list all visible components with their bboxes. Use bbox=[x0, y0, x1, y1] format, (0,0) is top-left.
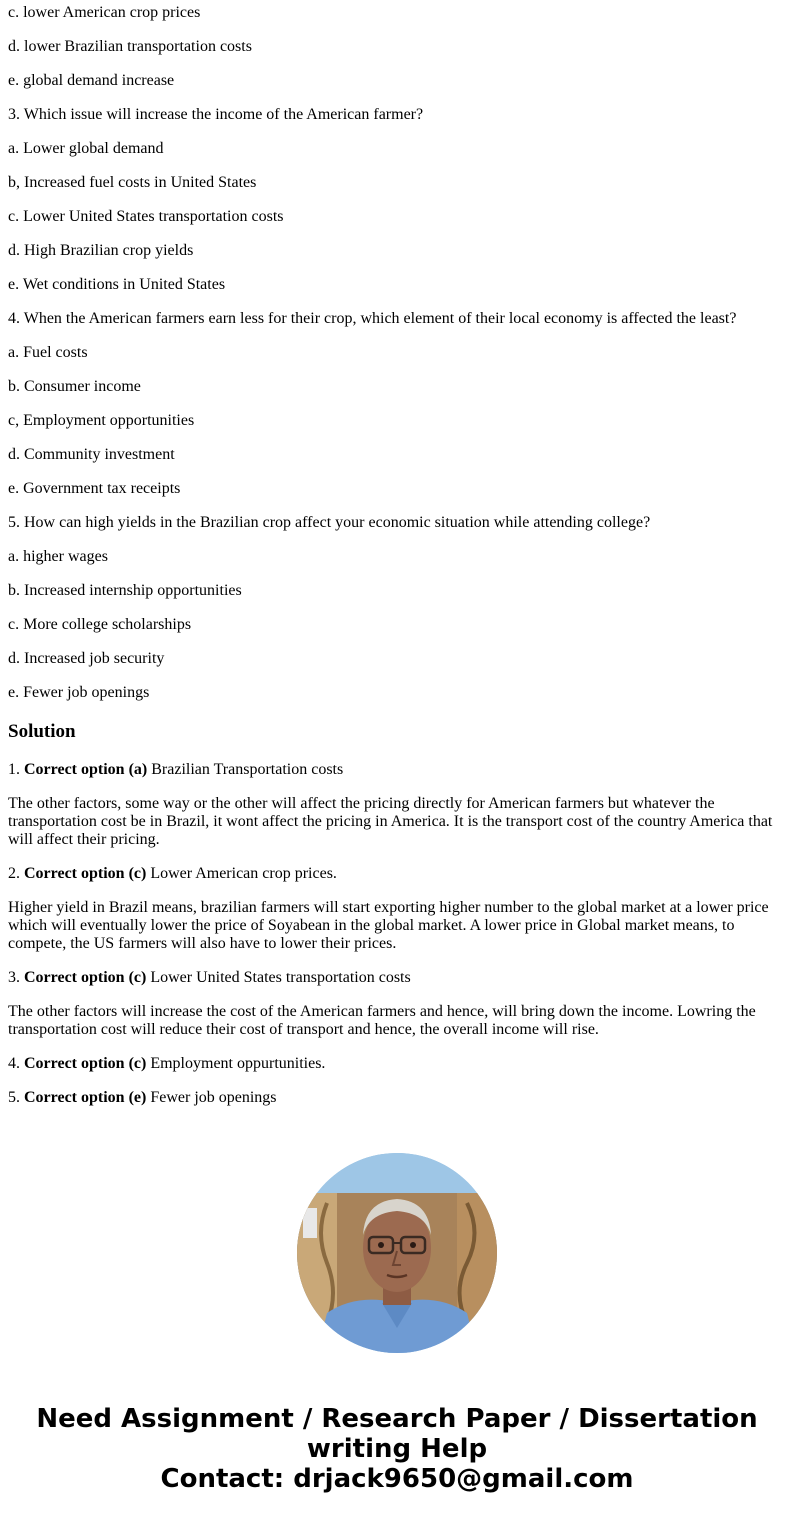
answer-4-number: 4. bbox=[8, 1055, 24, 1072]
q3-option-e: e. Wet conditions in United States bbox=[8, 276, 226, 293]
q4-text: 4. When the American farmers earn less for their crop, which element of their local economy is affected the least? bbox=[8, 310, 737, 327]
answer-3-text: Lower United States transportation costs bbox=[146, 969, 411, 986]
q4-option-e: e. Government tax receipts bbox=[8, 480, 181, 497]
q3-option-d: d. High Brazilian crop yields bbox=[8, 242, 194, 259]
q5-option-a: a. higher wages bbox=[8, 548, 108, 565]
q3-option-c: c. Lower United States transportation costs bbox=[8, 208, 284, 225]
answer-4-label: Correct option (c) bbox=[24, 1055, 147, 1072]
q3-option-b: b, Increased fuel costs in United States bbox=[8, 174, 257, 191]
q4-option-a: a. Fuel costs bbox=[8, 344, 88, 361]
q2-option-c: c. lower American crop prices bbox=[8, 4, 201, 21]
answer-4-text: Employment oppurtunities. bbox=[146, 1055, 326, 1072]
author-portrait-image bbox=[297, 1153, 497, 1353]
q2-option-d: d. lower Brazilian transportation costs bbox=[8, 38, 252, 55]
answer-1-number: 1. bbox=[8, 761, 24, 778]
q3-text: 3. Which issue will increase the income of the American farmer? bbox=[8, 106, 424, 123]
explanation-1: The other factors, some way or the other will affect the pricing directly for American farmers but whatever the transportation cost be in Brazil, it wont affect the pricing in America. It is the transport cost of the country America that will affect their pricing. bbox=[8, 795, 773, 848]
answer-4 bbox=[8, 1055, 325, 1073]
q5-text: 5. How can high yields in the Brazilian crop affect your economic situation while attending college? bbox=[8, 514, 651, 531]
answer-5-label: Correct option (e) bbox=[24, 1089, 147, 1106]
q4-option-d: d. Community investment bbox=[8, 446, 175, 463]
answer-2-label: Correct option (c) bbox=[24, 865, 147, 882]
answer-2-text: Lower American crop prices. bbox=[146, 865, 337, 882]
q4-option-b: b. Consumer income bbox=[8, 378, 141, 395]
footer-line-1: Need Assignment / Research Paper / Dissertation bbox=[36, 1404, 758, 1434]
answer-1 bbox=[8, 761, 343, 779]
solution-heading: Solution bbox=[8, 721, 76, 742]
q4-option-c: c, Employment opportunities bbox=[8, 412, 195, 429]
answer-5-number: 5. bbox=[8, 1089, 24, 1106]
answer-5-text: Fewer job openings bbox=[146, 1089, 277, 1106]
answer-2 bbox=[8, 865, 337, 883]
answer-3-label: Correct option (c) bbox=[24, 969, 147, 986]
q5-option-e: e. Fewer job openings bbox=[8, 684, 150, 701]
answer-2-number: 2. bbox=[8, 865, 24, 882]
answer-1-text: Brazilian Transportation costs bbox=[147, 761, 344, 778]
q5-option-c: c. More college scholarships bbox=[8, 616, 192, 633]
footer-line-2: writing Help bbox=[306, 1434, 488, 1464]
answer-5 bbox=[8, 1089, 277, 1107]
answer-3 bbox=[8, 969, 411, 987]
q2-option-e: e. global demand increase bbox=[8, 72, 175, 89]
footer-contact-email: Contact: drjack9650@gmail.com bbox=[160, 1464, 634, 1494]
explanation-3: The other factors will increase the cost of the American farmers and hence, will bring down the income. Lowring the transportation cost will reduce their cost of transport and hence, the overall income will rise. bbox=[8, 1003, 756, 1038]
q5-option-d: d. Increased job security bbox=[8, 650, 165, 667]
q3-option-a: a. Lower global demand bbox=[8, 140, 164, 157]
answer-3-number: 3. bbox=[8, 969, 24, 986]
explanation-2: Higher yield in Brazil means, brazilian farmers will start exporting higher number to the global market at a lower price which will eventually lower the price of Soyabean in the global market. A lower price in Global market means, to compete, the US farmers will also have to lower their prices. bbox=[8, 899, 769, 952]
footer-contact-banner bbox=[0, 1404, 794, 1494]
answer-1-label: Correct option (a) bbox=[24, 761, 148, 778]
q5-option-b: b. Increased internship opportunities bbox=[8, 582, 242, 599]
author-avatar bbox=[297, 1153, 497, 1353]
